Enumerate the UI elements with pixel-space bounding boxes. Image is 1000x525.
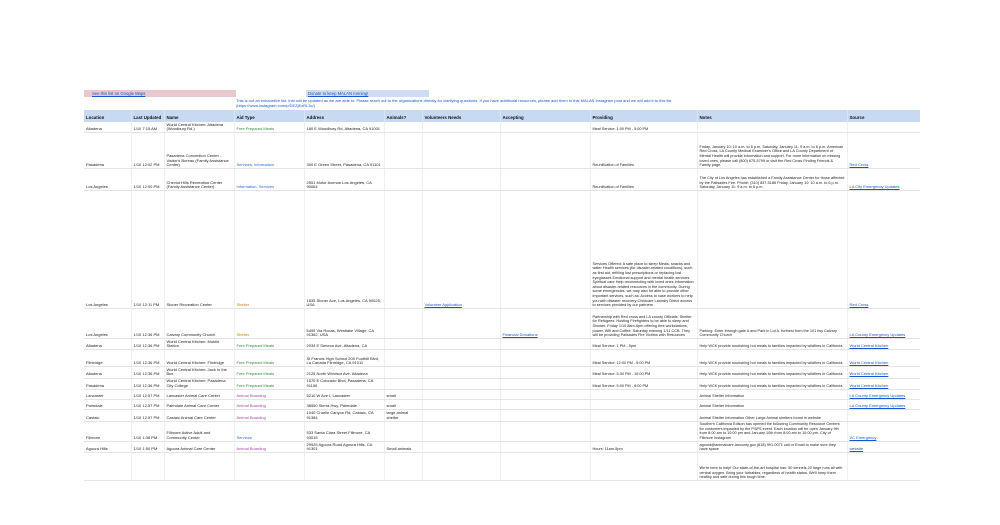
donate-cell[interactable] (306, 90, 429, 97)
cell-updated[interactable]: 1/10 12:57 PM (131, 389, 164, 399)
cell-animals[interactable] (384, 367, 422, 378)
source-link[interactable]: LA County Emergency Updates (849, 392, 906, 398)
cell-source[interactable] (847, 421, 920, 441)
cell-source[interactable] (847, 367, 920, 378)
cell-source[interactable] (847, 133, 920, 169)
aid-type-label: Services (236, 435, 252, 441)
source-link[interactable]: World Central Kitchen (849, 360, 889, 366)
cell-source[interactable] (847, 442, 920, 453)
cell-name[interactable]: Cheviot Hills Recreation Center (Family Assistance Center) (164, 169, 234, 191)
aid-type-label: Free Prepared Meals (236, 382, 275, 388)
cell-volunteers[interactable] (422, 399, 500, 409)
cell-address[interactable]: 38550 Sierra Hwy, Palmdale (304, 399, 384, 409)
column-header[interactable]: Animals? (384, 110, 422, 122)
cell-animals[interactable] (384, 378, 422, 389)
table-row (84, 350, 920, 367)
cell-location[interactable]: Altadena (84, 339, 131, 350)
cell-source[interactable] (847, 350, 920, 367)
cell-providing[interactable] (590, 389, 697, 399)
cell-animals[interactable] (384, 191, 422, 309)
source-link[interactable]: LA County Emergency Updates (849, 402, 906, 408)
cell-providing[interactable] (590, 409, 697, 421)
table-row (84, 409, 920, 421)
aid-type-label: Services, Information (236, 162, 275, 168)
cell-source[interactable] (847, 378, 920, 389)
cell-location[interactable]: Castaic (84, 409, 131, 421)
cell-volunteers[interactable] (422, 389, 500, 399)
cell-providing[interactable]: Reunification of Families (590, 169, 697, 191)
volunteers-link[interactable]: Volunteer Application (424, 302, 462, 308)
cell-accepting[interactable] (500, 378, 590, 389)
source-link[interactable]: Red Cross (849, 162, 869, 168)
column-header[interactable]: Aid Type (234, 110, 304, 122)
cell-notes[interactable]: Animal Shelter Information (697, 399, 847, 409)
cell-updated[interactable]: 1/10 12:36 PM (131, 367, 164, 378)
cell-aid[interactable] (234, 339, 304, 350)
resource-table (84, 110, 920, 481)
cell-notes[interactable]: Southern California Edison has opened the following Community Resource Centers for customers impacted by the PSPS event. Each location will be open January 9th from 8:00 am to 10:00 pm and January 10th from 8:00 am to 10:00 pm. City of Fillmore Instagram (697, 421, 847, 441)
cell-aid[interactable] (234, 350, 304, 367)
cell-source[interactable] (847, 191, 920, 309)
cell-location[interactable]: Flintridge (84, 350, 131, 367)
cell-notes[interactable] (697, 122, 847, 133)
cell-notes[interactable]: Help WCK provide nourishing hot meals to families impacted by wildfires in California. (697, 339, 847, 350)
cell-accepting[interactable] (500, 399, 590, 409)
cell-aid[interactable] (234, 378, 304, 389)
cell-updated[interactable]: 1/10 12:36 PM (131, 309, 164, 339)
cell-volunteers[interactable] (422, 191, 500, 309)
aid-type-label: Animal Boarding (236, 392, 266, 398)
table-row (84, 378, 920, 389)
cell-address[interactable]: 1570 E Colorado Blvd, Pasadena, CA 91106 (304, 378, 384, 389)
cell-animals[interactable]: small (384, 389, 422, 399)
spreadsheet (84, 90, 920, 525)
table-row (84, 367, 920, 378)
cell-accepting[interactable] (500, 122, 590, 133)
cell-notes[interactable]: Friday, January 10: 10 a.m. to 6 p.m. Saturday, January 11: 9 a.m. to 6 p.m. American Red Cross, LA County Medical Examiner's Office and LA County Department of Mental Health will provide information and support. For more information on missing loved ones, please call (800) 675-5799 or visit the Red Cross Finding Friends & Family page. (697, 133, 847, 169)
cell-volunteers[interactable] (422, 378, 500, 389)
cell-aid[interactable] (234, 133, 304, 169)
cell-accepting[interactable] (500, 367, 590, 378)
cell-aid[interactable] (234, 169, 304, 191)
cell-location[interactable]: Los Angeles (84, 169, 131, 191)
column-header[interactable]: Volunteers Needs (422, 110, 500, 122)
cell-animals[interactable] (384, 122, 422, 133)
cell-animals[interactable] (384, 339, 422, 350)
aid-type-label: Free Prepared Meals (236, 360, 275, 366)
cell-address[interactable]: St Francis High School 200 Foothill Blvd, La Canada Flintridge, CA 91011 (304, 350, 384, 367)
cell-providing[interactable]: Partnership with Red cross and LA county Officials. Shelter for Refugees. Hosting Firefighters to be able to sleep and Shower. Friday 1/10 8am-6pm offering free workstations, power, Wifi and Coffee. Saturday evening 1/11 CCB. They will be providing Palisades Fire Victims with Resources (590, 309, 697, 339)
cell-location[interactable]: Agoura Hills (84, 442, 131, 453)
cell-volunteers[interactable] (422, 367, 500, 378)
table-row (84, 339, 920, 350)
cell-location[interactable]: Los Angeles (84, 309, 131, 339)
cell-location[interactable]: Lancaster (84, 389, 131, 399)
cell-address[interactable]: 180 E Woodbury Rd, Altadena, CA 91001 (304, 122, 384, 133)
cell-animals[interactable]: Small animals (384, 442, 422, 453)
cell-notes[interactable]: Help WCK provide nourishing hot meals to families impacted by wildfires in California. (697, 350, 847, 367)
column-header[interactable]: Source (847, 110, 920, 122)
cell-address[interactable]: 2034 E Seneca Ave, Altadena, CA (304, 339, 384, 350)
cell-aid[interactable] (234, 421, 304, 441)
table-body (84, 122, 920, 481)
cell-address[interactable]: 2125 North Windsor Ave. Altadena (304, 367, 384, 378)
table-row (84, 453, 920, 481)
cell-volunteers[interactable] (422, 309, 500, 339)
cell-updated[interactable]: 1/10 12:11 PM (131, 191, 164, 309)
cell-aid[interactable] (234, 409, 304, 421)
cell-updated[interactable]: 1/10 1:38 PM (131, 421, 164, 441)
table-row (84, 389, 920, 399)
cell-updated[interactable]: 1/10 12:00 PM (131, 169, 164, 191)
cell-name[interactable]: Lancaster Animal Care Center (164, 389, 234, 399)
cell-location[interactable]: Altadena (84, 122, 131, 133)
cell-updated[interactable]: 1/10 12:02 PM (131, 133, 164, 169)
cell-updated[interactable]: 1/10 12:57 PM (131, 399, 164, 409)
cell-name[interactable]: Pasadena Convention Center - Visitor's Bureau (Family Assistance Center) (164, 133, 234, 169)
cell-notes[interactable]: Animal Shelter Information Other Large Animal shelters found in website (697, 409, 847, 421)
table-row (84, 169, 920, 191)
cell-aid[interactable] (234, 191, 304, 309)
table-row (84, 133, 920, 169)
cell-volunteers[interactable] (422, 122, 500, 133)
cell-source[interactable] (847, 409, 920, 421)
cell-aid[interactable] (234, 309, 304, 339)
aid-type-label: Shelter (236, 302, 250, 308)
cell-animals[interactable]: large animal shelter (384, 409, 422, 421)
cell-aid[interactable] (234, 399, 304, 409)
cell-accepting[interactable] (500, 169, 590, 191)
source-link[interactable]: Red Cross (849, 302, 869, 308)
cell-aid[interactable] (234, 122, 304, 133)
cell-notes[interactable] (697, 191, 847, 309)
cell-accepting[interactable] (500, 350, 590, 367)
source-link[interactable]: website (849, 446, 864, 452)
cell-notes[interactable]: Help WCK provide nourishing hot meals to families impacted by wildfires in California. (697, 378, 847, 389)
cell-name[interactable]: Calvary Community Church (164, 309, 234, 339)
cell-location[interactable]: Palmdale (84, 399, 131, 409)
cell-providing[interactable]: Meal Service: 1:00 PM - 5:00 PM (590, 122, 697, 133)
cell-animals[interactable] (384, 453, 422, 481)
source-link[interactable]: World Central Kitchen (849, 382, 889, 388)
column-header[interactable]: Providing (590, 110, 697, 122)
table-row (84, 122, 920, 133)
cell-providing[interactable]: Hours: 11am-5pm (590, 442, 697, 453)
cell-accepting[interactable] (500, 309, 590, 339)
cell-accepting[interactable] (500, 442, 590, 453)
column-header[interactable]: Name (164, 110, 234, 122)
aid-type-label: Animal Boarding (236, 402, 266, 408)
table-row (84, 191, 920, 309)
cell-notes[interactable]: Help WCK provide nourishing hot meals to families impacted by wildfires in California. (697, 367, 847, 378)
cell-source[interactable] (847, 453, 920, 481)
cell-location[interactable] (84, 453, 131, 481)
cell-address[interactable]: 2551 Motor Avenue Los Angeles, CA 90064 (304, 169, 384, 191)
google-maps-cell[interactable] (84, 90, 236, 97)
aid-type-label: Animal Boarding (236, 446, 266, 452)
cell-volunteers[interactable] (422, 350, 500, 367)
cell-animals[interactable] (384, 350, 422, 367)
cell-address[interactable]: 5495 Via Rocas, Westlake Village, CA 91362, USA (304, 309, 384, 339)
cell-accepting[interactable] (500, 389, 590, 399)
column-header[interactable]: Address (304, 110, 384, 122)
cell-providing[interactable]: Meal Service: 12:00 PM - 5:00 PM (590, 350, 697, 367)
table-row (84, 309, 920, 339)
cell-volunteers[interactable] (422, 453, 500, 481)
cell-animals[interactable] (384, 421, 422, 441)
cell-source[interactable] (847, 122, 920, 133)
cell-address[interactable]: 300 E Green Street, Pasadena, CA 91101 (304, 133, 384, 169)
cell-animals[interactable] (384, 169, 422, 191)
aid-type-label: Information, Services (236, 184, 275, 190)
cell-location[interactable]: Altadena (84, 367, 131, 378)
cell-updated[interactable]: 1/10 12:36 PM (131, 339, 164, 350)
cell-source[interactable] (847, 309, 920, 339)
cell-source[interactable] (847, 399, 920, 409)
cell-updated[interactable]: 1/10 1:50 PM (131, 442, 164, 453)
cell-notes[interactable]: Parking: Enter through gate A and Park in Lot A, furthest from the 101 fwy Calvary Community Church (697, 309, 847, 339)
cell-address[interactable] (304, 453, 384, 481)
cell-providing[interactable]: Meal Service: 5:30 PM - 10:00 PM (590, 367, 697, 378)
cell-address[interactable]: 533 Santa Clara Street Fillmore, CA 93015 (304, 421, 384, 441)
column-header[interactable]: Notes (697, 110, 847, 122)
cell-source[interactable] (847, 389, 920, 399)
cell-address[interactable]: 1040 Charlie Canyon Rd, Castaic, CA 91384 (304, 409, 384, 421)
header-row (84, 110, 920, 122)
cell-name[interactable]: Fillmore Active Adult and Community Center (164, 421, 234, 441)
cell-accepting[interactable] (500, 339, 590, 350)
cell-aid[interactable] (234, 442, 304, 453)
column-header[interactable]: Last Updated (131, 110, 164, 122)
google-maps-link[interactable]: See this list on Google Maps (92, 91, 146, 96)
aid-type-label: Animal Boarding (236, 414, 266, 420)
cell-name[interactable]: World Central Kitchen: Altadena (Woodbury Rd.) (164, 122, 234, 133)
cell-animals[interactable] (384, 133, 422, 169)
cell-name[interactable]: Palmdale Animal Care Center (164, 399, 234, 409)
cell-accepting[interactable] (500, 421, 590, 441)
cell-accepting[interactable] (500, 133, 590, 169)
cell-name[interactable]: World Central Kitchen: Mobile Station (164, 339, 234, 350)
aid-type-label: Shelter (236, 332, 250, 338)
cell-volunteers[interactable] (422, 169, 500, 191)
cell-volunteers[interactable] (422, 442, 500, 453)
cell-animals[interactable]: small (384, 399, 422, 409)
cell-accepting[interactable] (500, 409, 590, 421)
cell-updated[interactable] (131, 453, 164, 481)
cell-aid[interactable] (234, 389, 304, 399)
cell-name[interactable]: Stoner Recreation Center (164, 191, 234, 309)
cell-location[interactable]: Los Angeles (84, 191, 131, 309)
cell-updated[interactable]: 1/10 12:57 PM (131, 409, 164, 421)
table-row (84, 399, 920, 409)
accepting-link[interactable]: Financial Donations (502, 332, 538, 338)
cell-accepting[interactable] (500, 453, 590, 481)
cell-name[interactable] (164, 453, 234, 481)
cell-accepting[interactable] (500, 191, 590, 309)
cell-providing[interactable]: Services Offered: A safe place to sleep Meals, snacks and water Health services (for disaster-related conditions), such as first aid, refilling lost prescriptions or replacing lost eyeglasses Emotional support and mental health services Spiritual care Help reconnecting with loved ones Information about disaster-related resources in the community. During some emergencies, we may also be able to provide other important services, such as: Access to case workers to help you with disaster recovery Childcare Laundry Direct access to services provided by our partners (590, 191, 697, 309)
cell-animals[interactable] (384, 309, 422, 339)
cell-updated[interactable]: 1/10 12:36 PM (131, 350, 164, 367)
cell-notes[interactable]: We're here to help! Our state-of-the-art hospital has: 50 kennels 20 large runs all with central oxygen. Bring your furbabies, regardless of health status. We'll keep them healthy and safe during this tough time. (697, 453, 847, 481)
cell-aid[interactable] (234, 367, 304, 378)
cell-address[interactable]: 1835 Stoner Ave, Los Angeles, CA 90025, USA (304, 191, 384, 309)
cell-address[interactable]: 5210 W Ave I, Lancaster (304, 389, 384, 399)
source-link[interactable]: VC Emergency (849, 435, 877, 441)
cell-providing[interactable]: Reunification of Families (590, 133, 697, 169)
disclaimer-text[interactable]: This is not an exhaustive list. Info will be updated as we are able to. Please reach out to the organizations directly for clarifying questions. If you have additional resources, please add them to this MALAN Instagram post and we will add it to this list (https://www.instagram.com/p/DEZjEzRL3c/) (236, 98, 672, 108)
aid-type-label: Free Prepared Meals (236, 343, 275, 349)
cell-location[interactable]: Fillmore (84, 421, 131, 441)
cell-notes[interactable]: The City of Los Angeles has established a Family Assistance Center for those affected by the Palisades Fire. Phone: (310) 837-5186 Friday, January 10: 10 a.m. to 6 p.m. Saturday, January 11: 9 a.m. to 6 p.m. (697, 169, 847, 191)
cell-location[interactable]: Pasadena (84, 133, 131, 169)
cell-volunteers[interactable] (422, 409, 500, 421)
top-links-bar (84, 90, 920, 97)
cell-providing[interactable] (590, 421, 697, 441)
column-header[interactable]: Location (84, 110, 131, 122)
cell-name[interactable]: World Central Kitchen: Flintridge (164, 350, 234, 367)
cell-notes[interactable]: Animal Shelter Information (697, 389, 847, 399)
cell-volunteers[interactable] (422, 421, 500, 441)
cell-providing[interactable] (590, 399, 697, 409)
cell-name[interactable]: Castaic Animal Care Center (164, 409, 234, 421)
cell-updated[interactable]: 1/10 12:36 PM (131, 378, 164, 389)
source-link[interactable]: LA City Emergency Updates (849, 184, 900, 190)
cell-address[interactable]: 29525 Agoura Road Agoura Hills, CA 91301 (304, 442, 384, 453)
cell-providing[interactable]: Meal Service: 1 PM - 5pm (590, 339, 697, 350)
aid-type-label: Free Prepared Meals (236, 371, 275, 377)
cell-name[interactable]: World Central Kitchen: Jack In the Box (164, 367, 234, 378)
cell-name[interactable]: Agoura Animal Care Center (164, 442, 234, 453)
cell-volunteers[interactable] (422, 133, 500, 169)
source-link[interactable]: World Central Kitchen (849, 343, 889, 349)
cell-name[interactable]: World Central Kitchen: Pasadena City College (164, 378, 234, 389)
cell-providing[interactable]: Meal Service: 5:00 PM - 9:00 PM (590, 378, 697, 389)
source-link[interactable]: World Central Kitchen (849, 371, 889, 377)
cell-updated[interactable]: 1/10 7:15 AM (131, 122, 164, 133)
cell-providing[interactable] (590, 453, 697, 481)
cell-notes[interactable]: agoura@animalcare.lacounty.gov (818) 991-0071 call or Email to make sure they have space (697, 442, 847, 453)
cell-source[interactable] (847, 339, 920, 350)
source-link[interactable]: LA County Emergency Updates (849, 332, 906, 338)
donate-link[interactable]: Donate to keep MALAN running! (308, 91, 369, 96)
cell-aid[interactable] (234, 453, 304, 481)
column-header[interactable]: Accepting (500, 110, 590, 122)
cell-volunteers[interactable] (422, 339, 500, 350)
cell-location[interactable]: Pasadena (84, 378, 131, 389)
table-row (84, 421, 920, 441)
cell-source[interactable] (847, 169, 920, 191)
table-row (84, 442, 920, 453)
aid-type-label: Free Prepared Meals (236, 126, 275, 132)
